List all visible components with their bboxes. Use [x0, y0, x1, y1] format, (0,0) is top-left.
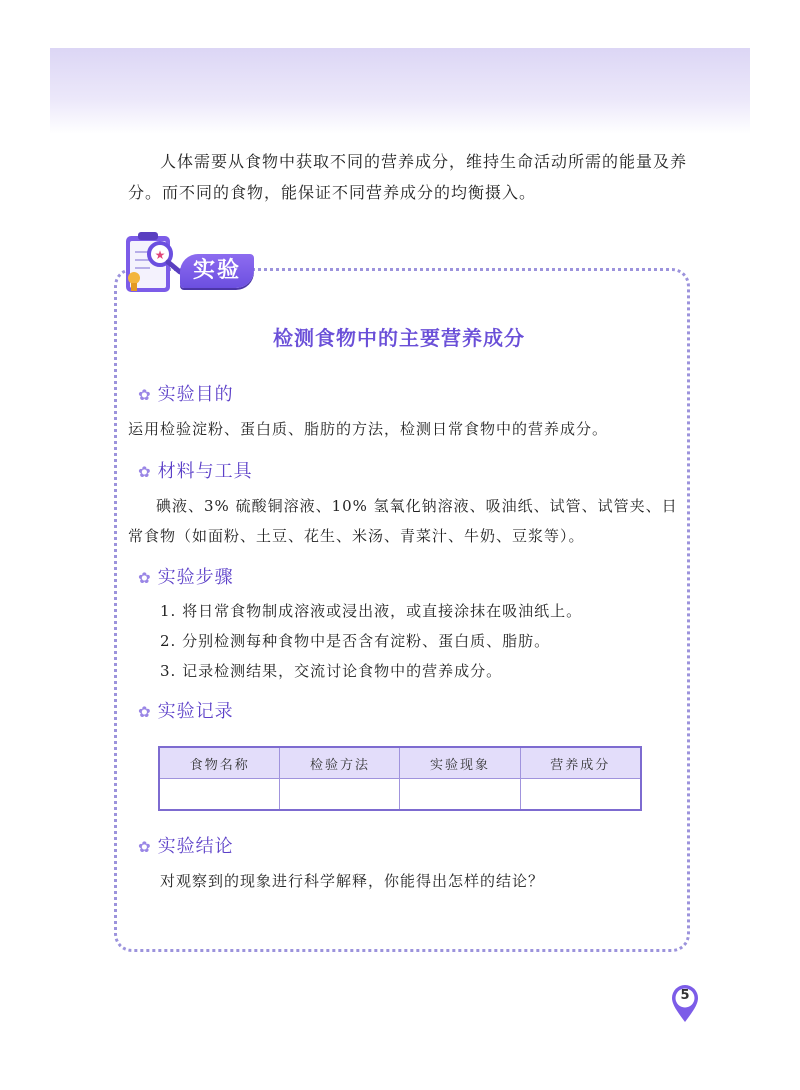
section-heading-label: 实验目的 [157, 384, 234, 405]
page-number: 5 [680, 988, 690, 1003]
header-band [50, 48, 750, 134]
table-cell [520, 779, 641, 811]
experiment-badge: 实验 [180, 254, 254, 288]
section-heading-label: 实验步骤 [157, 567, 234, 588]
table-row [159, 779, 641, 811]
conclusion-text: 对观察到的现象进行科学解释，你能得出怎样的结论？ [160, 872, 545, 890]
section-heading-label: 实验结论 [157, 836, 234, 857]
table-header-row [159, 747, 641, 779]
step-item: 1. 将日常食物制成溶液或浸出液，或直接涂抹在吸油纸上。 [160, 602, 583, 620]
section-heading-label: 实验记录 [157, 701, 234, 722]
section-heading-record [138, 697, 234, 723]
section-heading-purpose [138, 380, 234, 406]
step-item: 2. 分别检测每种食物中是否含有淀粉、蛋白质、脂肪。 [160, 632, 551, 650]
column-header: 检验方法 [280, 747, 400, 779]
record-table [158, 746, 642, 811]
experiment-title: 检测食物中的主要营养成分 [273, 326, 525, 350]
svg-text:★: ★ [154, 248, 166, 262]
table-cell [280, 779, 400, 811]
column-header: 食物名称 [159, 747, 280, 779]
purpose-text: 运用检验淀粉、蛋白质、脂肪的方法，检测日常食物中的营养成分。 [128, 420, 609, 438]
flower-icon: ✿ [138, 838, 152, 856]
flower-icon: ✿ [138, 703, 152, 721]
section-heading-materials [138, 457, 253, 483]
step-item: 3. 记录检测结果，交流讨论食物中的营养成分。 [160, 662, 503, 680]
materials-text: 碘液、3% 硫酸铜溶液、10% 氢氧化钠溶液、吸油纸、试管、试管夹、日常食物（如面粉、土豆、花生、米汤、青菜汁、牛奶、豆浆等）。 [128, 497, 678, 545]
flower-icon: ✿ [138, 386, 152, 404]
column-header: 营养成分 [520, 747, 641, 779]
table-cell [159, 779, 280, 811]
clipboard-magnifier-icon [120, 226, 190, 298]
intro-paragraph: 人体需要从食物中获取不同的营养成分，维持生命活动所需的能量及养分。而不同的食物，能保证不同营养成分的均衡摄入。 [128, 152, 688, 202]
flower-icon: ✿ [138, 463, 152, 481]
column-header: 实验现象 [400, 747, 520, 779]
section-heading-steps [138, 563, 234, 589]
flower-icon: ✿ [138, 569, 152, 587]
section-heading-label: 材料与工具 [157, 461, 253, 482]
section-heading-conclusion [138, 832, 234, 858]
table-cell [400, 779, 520, 811]
